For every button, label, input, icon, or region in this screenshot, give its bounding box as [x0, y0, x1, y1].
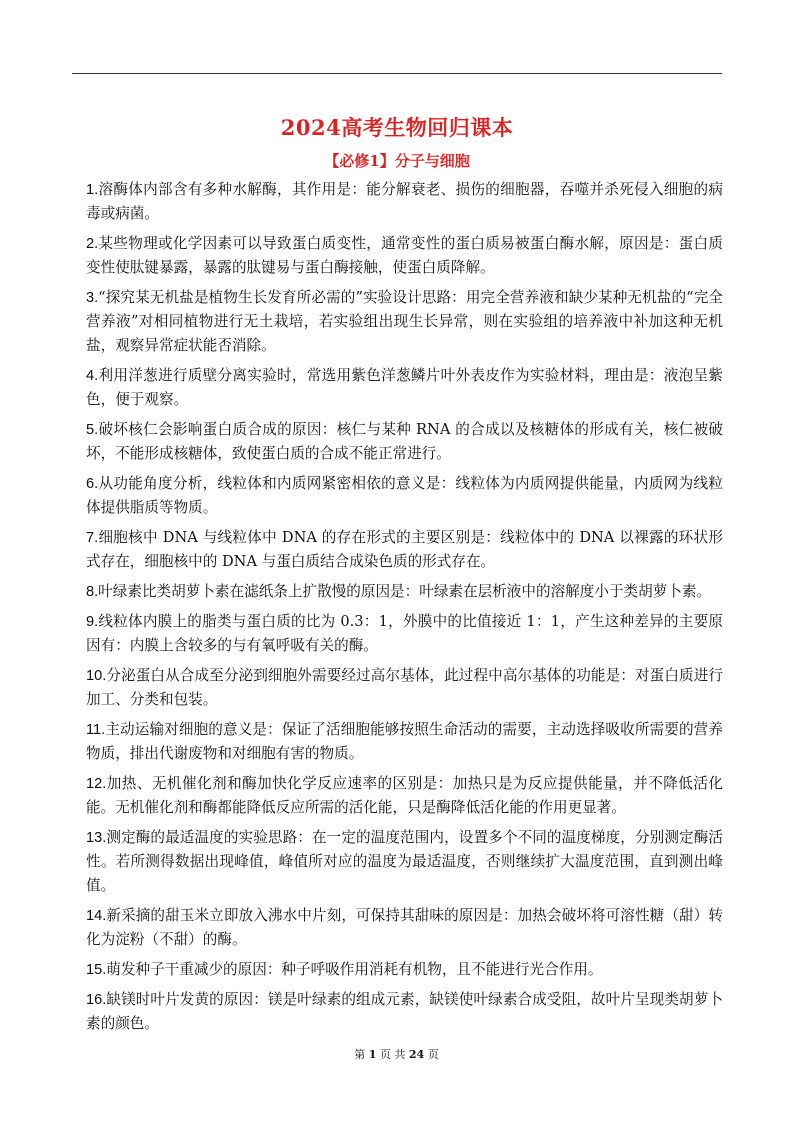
footer-suffix: 页 [427, 1048, 439, 1061]
item-number: 5. [86, 422, 99, 438]
item-number: 8. [86, 584, 99, 600]
item-text: 某些物理或化学因素可以导致蛋白质变性，通常变性的蛋白质易被蛋白酶水解，原因是：蛋白质变性使肽键暴露，暴露的肽键易与蛋白酶接触，使蛋白质降解。 [86, 235, 723, 276]
list-item [86, 958, 723, 982]
document-body [86, 178, 723, 1042]
item-number: 1. [86, 182, 99, 198]
item-text: 细胞核中 DNA 与线粒体中 DNA 的存在形式的主要区别是：线粒体中的 DNA 以裸露的环状形式存在，细胞核中的 DNA 与蛋白质结合成染色质的形式存在。 [86, 529, 723, 570]
list-item [86, 178, 723, 226]
item-text: “探究某无机盐是植物生长发育所必需的”实验设计思路：用完全营养液和缺少某种无机盐的“完全营养液”对相同植物进行无土栽培，若实验组出现生长异常，则在实验组的培养液中补加这种无机盐，观察异常症状能否消除。 [86, 289, 723, 354]
item-number: 4. [86, 368, 99, 384]
item-number: 16. [86, 992, 107, 1008]
list-item [86, 364, 723, 412]
item-text: 叶绿素比类胡萝卜素在滤纸条上扩散慢的原因是：叶绿素在层析液中的溶解度小于类胡萝卜素。 [98, 583, 712, 600]
page-title: 2024高考生物回归课本 [280, 115, 514, 140]
list-item [86, 718, 723, 766]
list-item [86, 418, 723, 466]
header-rule [72, 73, 722, 74]
list-item [86, 232, 723, 280]
item-number: 12. [86, 776, 107, 792]
list-item [86, 286, 723, 358]
item-text: 缺镁时叶片发黄的原因：镁是叶绿素的组成元素，缺镁使叶绿素合成受阻，故叶片呈现类胡萝卜素的颜色。 [86, 991, 723, 1032]
item-number: 13. [86, 830, 107, 846]
item-text: 新采摘的甜玉米立即放入沸水中片刻，可保持其甜味的原因是：加热会破坏将可溶性糖（甜）转化为淀粉（不甜）的酶。 [86, 907, 723, 948]
footer-prefix: 第 [354, 1048, 366, 1061]
list-item [86, 772, 723, 820]
item-number: 10. [86, 668, 107, 684]
item-text: 溶酶体内部含有多种水解酶，其作用是：能分解衰老、损伤的细胞器，吞噬并杀死侵入细胞的病毒或病菌。 [86, 181, 723, 222]
list-item [86, 610, 723, 658]
item-number: 3. [86, 290, 99, 306]
item-number: 9. [86, 614, 99, 630]
footer-middle: 页 共 [379, 1048, 406, 1061]
list-item [86, 472, 723, 520]
item-number: 6. [86, 476, 99, 492]
current-page-number: 1 [368, 1048, 377, 1061]
item-text: 线粒体内膜上的脂类与蛋白质的比为 0.3：1，外膜中的比值接近 1：1，产生这种差异的主要原因有：内膜上含较多的与有氧呼吸有关的酶。 [86, 613, 723, 654]
item-number: 7. [86, 530, 99, 546]
page-footer [0, 1046, 793, 1062]
item-text: 测定酶的最适温度的实验思路：在一定的温度范围内，设置多个不同的温度梯度，分别测定酶活性。若所测得数据出现峰值，峰值所对应的温度为最适温度，否则继续扩大温度范围，直到测出峰值。 [86, 829, 723, 894]
item-text: 从功能角度分析，线粒体和内质网紧密相依的意义是：线粒体为内质网提供能量，内质网为线粒体提供脂质等物质。 [86, 475, 723, 516]
item-text: 萌发种子干重减少的原因：种子呼吸作用消耗有机物，且不能进行光合作用。 [106, 961, 603, 978]
item-number: 2. [86, 236, 99, 252]
list-item [86, 526, 723, 574]
item-text: 分泌蛋白从合成至分泌到细胞外需要经过高尔基体，此过程中高尔基体的功能是：对蛋白质进行加工、分类和包装。 [86, 667, 723, 708]
item-number: 11. [86, 722, 106, 738]
item-text: 加热、无机催化剂和酶加快化学反应速率的区别是：加热只是为反应提供能量，并不降低活化能。无机催化剂和酶都能降低反应所需的活化能，只是酶降低活化能的作用更显著。 [86, 775, 723, 816]
list-item [86, 904, 723, 952]
list-item [86, 826, 723, 898]
item-number: 14. [86, 908, 107, 924]
total-page-count: 24 [408, 1048, 425, 1061]
list-item [86, 580, 723, 604]
item-text: 主动运输对细胞的意义是：保证了活细胞能够按照生命活动的需要，主动选择吸收所需要的营养物质，排出代谢废物和对细胞有害的物质。 [86, 721, 723, 762]
list-item [86, 988, 723, 1036]
item-text: 破坏核仁会影响蛋白质合成的原因：核仁与某种 RNA 的合成以及核糖体的形成有关，核仁被破坏，不能形成核糖体，致使蛋白质的合成不能正常进行。 [86, 421, 723, 462]
section-subtitle: 【必修1】分子与细胞 [324, 152, 470, 170]
item-text: 利用洋葱进行质壁分离实验时，常选用紫色洋葱鳞片叶外表皮作为实验材料，理由是：液泡呈紫色，便于观察。 [86, 367, 723, 408]
list-item [86, 664, 723, 712]
item-number: 15. [86, 962, 107, 978]
